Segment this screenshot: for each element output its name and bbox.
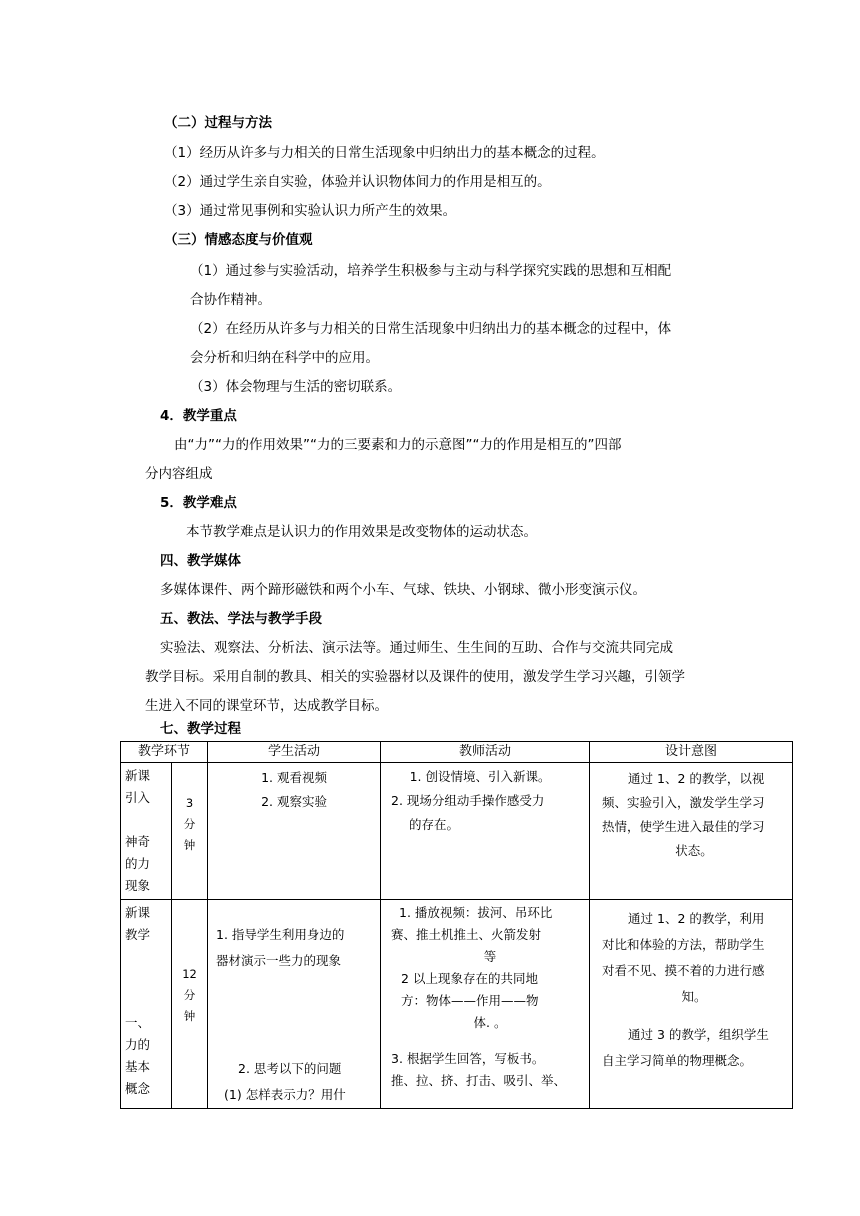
table-row (121, 763, 793, 900)
student-activity-cell (208, 900, 381, 1109)
intent-line: 自主学习简单的物理概念。 (602, 1053, 753, 1068)
teaching-process-table (120, 741, 793, 1109)
stage-cell (121, 900, 172, 1109)
paragraph-line: （2）在经历从许多与力相关的日常生活现象中归纳出力的基本概念的过程中，体 (190, 321, 672, 337)
student-line: 2. 观察实验 (261, 794, 327, 809)
header-design-intent: 设计意图 (590, 742, 793, 763)
header-teacher-activity: 教师活动 (381, 742, 590, 763)
heading-process-method: （二）过程与方法 (164, 115, 272, 131)
intent-line: 频、实验引入，激发学生学习 (602, 795, 765, 810)
teacher-line: 3. 根据学生回答，写板书。 (391, 1051, 545, 1066)
paragraph-line: 由“力”“力的作用效果”“力的三要素和力的示意图”“力的作用是相互的”四部 (174, 437, 622, 453)
student-line: 1. 观看视频 (261, 770, 327, 785)
teacher-line: 等 (483, 949, 497, 964)
stage-line (125, 946, 167, 968)
intent-line: 对比和体验的方法，帮助学生 (602, 937, 765, 952)
stage-line: 新课 (125, 905, 151, 920)
time-line: 3 (185, 796, 194, 810)
intent-line: 通过 1、2 的教学，以视 (628, 771, 765, 786)
paragraph-line: 多媒体课件、两个蹄形磁铁和两个小车、气球、铁块、小钢球、微小形变演示仪。 (160, 582, 646, 598)
stage-line: 现象 (125, 878, 151, 893)
stage-line (125, 990, 167, 1012)
intent-line: 通过 1、2 的教学，利用 (628, 911, 765, 926)
teacher-line: 2 以上现象存在的共同地 (401, 971, 538, 986)
heading-key-points: 4．教学重点 (160, 408, 237, 424)
teacher-line: 2. 现场分组动手操作感受力 (391, 793, 545, 808)
heading-attitude: （三）情感态度与价值观 (164, 232, 313, 248)
stage-line (125, 968, 167, 990)
paragraph-line: 合协作精神。 (190, 292, 271, 308)
design-intent-cell (590, 763, 793, 900)
teacher-line: 推、拉、挤、打击、吸引、举、 (391, 1073, 567, 1088)
intent-line: 状态。 (675, 843, 713, 858)
stage-line: 力的 (125, 1037, 151, 1052)
stage-line: 神奇 (125, 834, 151, 849)
time-line: 钟 (183, 1009, 196, 1023)
teacher-line: 的存在。 (409, 817, 460, 832)
table-header-row (121, 742, 793, 763)
paragraph-line: （2）通过学生亲自实验，体验并认识物体间力的作用是相互的。 (164, 174, 551, 190)
stage-line: 的力 (125, 856, 151, 871)
paragraph-line: 分内容组成 (145, 466, 213, 482)
student-line: 1. 指导学生利用身边的 (216, 927, 345, 942)
stage-line (125, 809, 167, 831)
time-cell (172, 900, 208, 1109)
table-row (121, 900, 793, 1109)
stage-line: 新课 (125, 768, 151, 783)
paragraph-line: （1）经历从许多与力相关的日常生活现象中归纳出力的基本概念的过程。 (164, 145, 605, 161)
paragraph-line: 实验法、观察法、分析法、演示法等。通过师生、生生间的互助、合作与交流共同完成 (160, 640, 673, 656)
teacher-activity-cell (381, 763, 590, 900)
design-intent-cell (590, 900, 793, 1109)
header-stage: 教学环节 (121, 742, 208, 763)
heading-teaching-process: 七、教学过程 (160, 721, 241, 737)
time-line: 分 (183, 988, 196, 1002)
paragraph-line: 本节教学难点是认识力的作用效果是改变物体的运动状态。 (186, 524, 537, 540)
stage-line: 教学 (125, 927, 151, 942)
teacher-line: 赛、推土机推土、火箭发射 (391, 927, 542, 942)
time-line: 分 (183, 817, 196, 831)
stage-line: 引入 (125, 790, 151, 805)
paragraph-line: （3）体会物理与生活的密切联系。 (190, 379, 402, 395)
student-activity-cell (208, 763, 381, 900)
stage-cell (121, 763, 172, 900)
header-student-activity: 学生活动 (208, 742, 381, 763)
paragraph-line: （3）通过常见事例和实验认识力所产生的效果。 (164, 203, 457, 219)
stage-line: 基本 (125, 1059, 151, 1074)
teacher-activity-cell (381, 900, 590, 1109)
student-line: (1) 怎样表示力？用什 (224, 1087, 346, 1102)
intent-line: 热情，使学生进入最佳的学习 (602, 819, 765, 834)
paragraph-line: 生进入不同的课堂环节，达成教学目标。 (145, 698, 388, 714)
time-cell (172, 763, 208, 900)
heading-method: 五、教法、学法与教学手段 (160, 611, 322, 627)
teacher-line: 体. 。 (473, 1015, 507, 1030)
teacher-line: 1. 创设情境、引入新课。 (409, 769, 551, 784)
student-line: 2. 思考以下的问题 (238, 1061, 342, 1076)
time-line: 钟 (183, 838, 196, 852)
heading-media: 四、教学媒体 (160, 553, 241, 569)
stage-line: 概念 (125, 1081, 151, 1096)
time-line: 12 (182, 967, 197, 981)
heading-difficulty: 5．教学难点 (160, 495, 237, 511)
teacher-line: 1. 播放视频：拔河、吊环比 (399, 905, 553, 920)
paragraph-line: 会分析和归纳在科学中的应用。 (190, 350, 379, 366)
stage-line: 一、 (125, 1015, 151, 1030)
student-line: 器材演示一些力的现象 (216, 953, 342, 968)
paragraph-line: （1）通过参与实验活动，培养学生积极参与主动与科学探究实践的思想和互相配 (190, 263, 672, 279)
intent-line: 知。 (681, 989, 707, 1004)
teacher-line: 方：物体——作用——物 (401, 993, 539, 1008)
intent-line: 对看不见、摸不着的力进行感 (602, 963, 765, 978)
paragraph-line: 教学目标。采用自制的教具、相关的实验器材以及课件的使用，激发学生学习兴趣，引领学 (145, 669, 685, 685)
intent-line: 通过 3 的教学，组织学生 (628, 1027, 769, 1042)
